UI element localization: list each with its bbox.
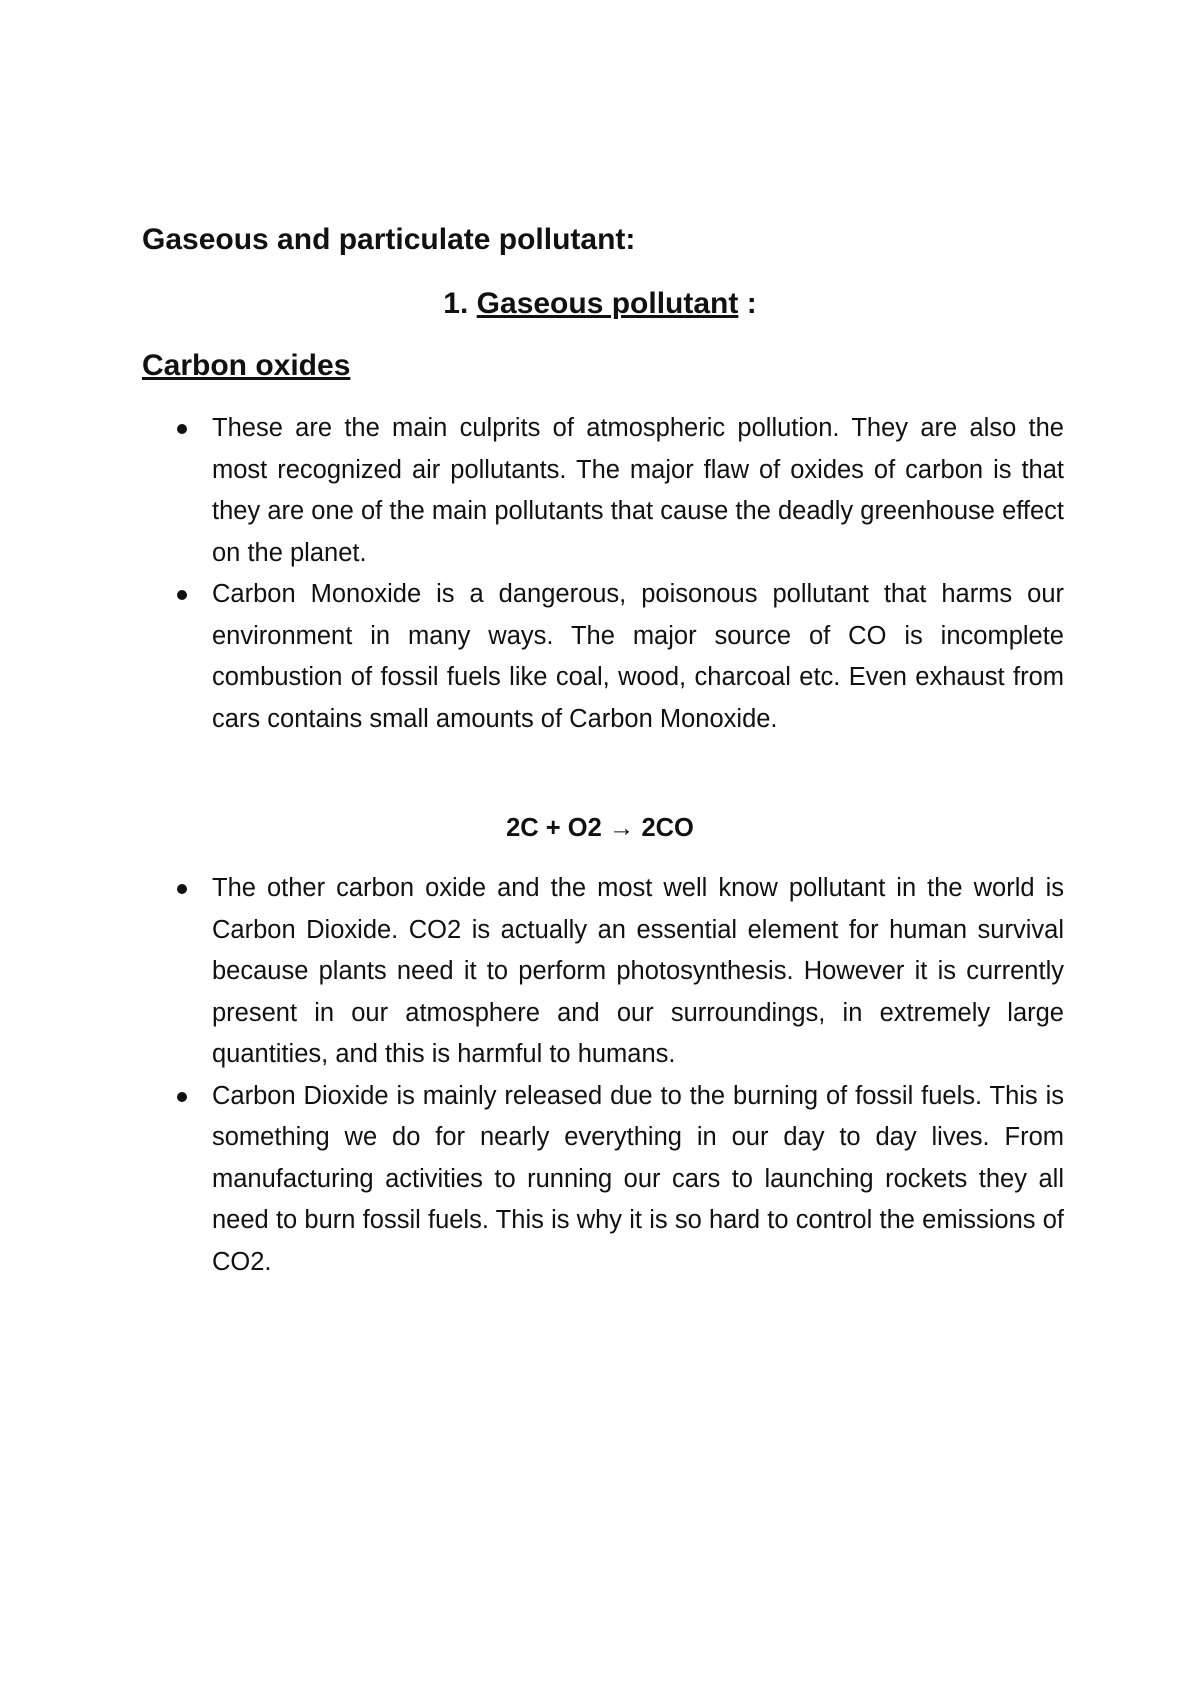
bullet-icon <box>177 590 187 600</box>
list-item <box>212 868 1064 1076</box>
subheading-carbon-oxides: Carbon oxides <box>142 349 351 382</box>
chemical-equation: 2C + O2 → 2CO <box>506 814 694 842</box>
document-title: Gaseous and particulate pollutant: <box>142 223 636 256</box>
bullet-icon <box>177 884 187 894</box>
section-heading <box>0 284 1200 324</box>
bullet-text: Carbon Monoxide is a dangerous, poisonous pollutant that harms our environment in many ways. The major source of CO is incomplete combustion of fossil fuels like coal, wood, charcoal etc. Even exhaust from cars contains small amounts of Carbon Monoxide. <box>212 580 1064 733</box>
bullet-icon <box>177 1092 187 1102</box>
list-item <box>212 1076 1064 1284</box>
list-item <box>212 574 1064 740</box>
list-item <box>212 408 1064 574</box>
bullet-text: These are the main culprits of atmospheric pollution. They are also the most recognized air pollutants. The major flaw of oxides of carbon is that they are one of the main pollutants that cause the deadly greenhouse effect on the planet. <box>212 414 1064 567</box>
bullet-text: Carbon Dioxide is mainly released due to the burning of fossil fuels. This is something we do for nearly everything in our day to day lives. From manufacturing activities to running our cars to launching rockets they all need to burn fossil fuels. This is why it is so hard to control the emissions of CO2. <box>212 1081 1064 1276</box>
bullet-list-carbon-dioxide <box>212 868 1064 1283</box>
bullet-text: The other carbon oxide and the most well know pollutant in the world is Carbon Dioxide. CO2 is actually an essential element for human survival because plants need it to perform photosynthesis. However it is currently present in our atmosphere and our surroundings, in extremely large quantities, and this is harmful to humans. <box>212 874 1064 1068</box>
section-number: 1. <box>443 287 469 320</box>
section-title: Gaseous pollutant <box>476 287 739 320</box>
section-suffix: : <box>738 287 757 320</box>
bullet-list-carbon-oxides <box>212 408 1064 740</box>
bullet-icon <box>177 424 187 434</box>
